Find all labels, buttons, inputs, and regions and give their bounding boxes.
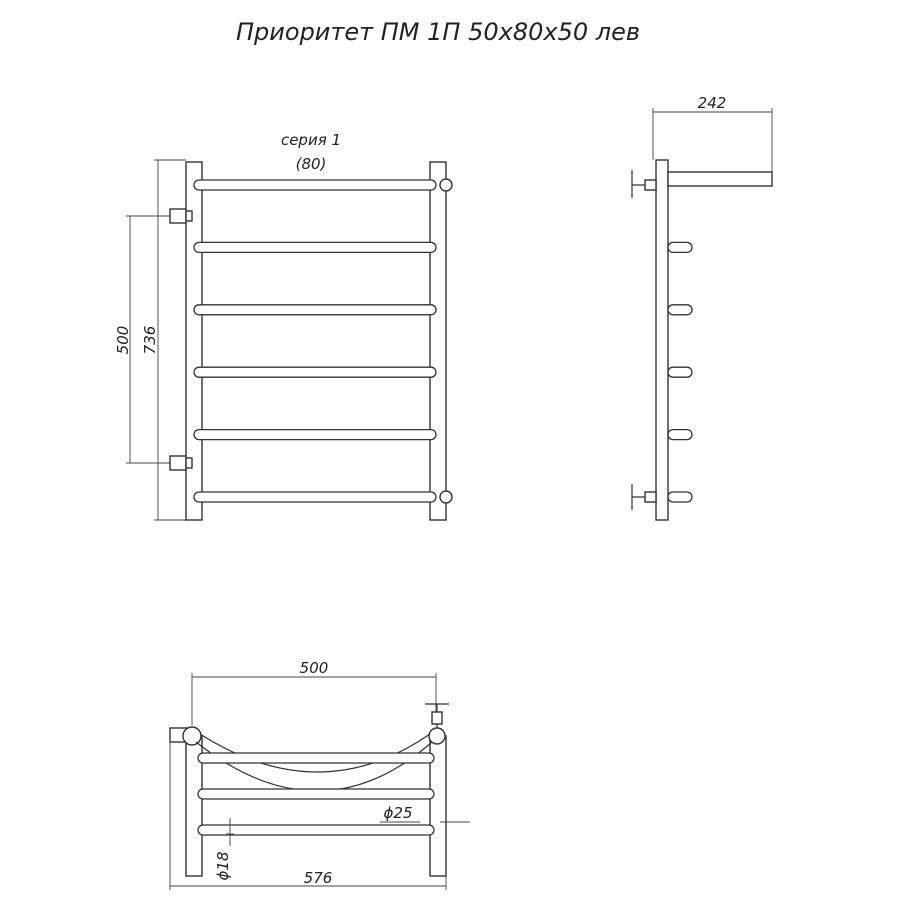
upper-inlet-fitting (170, 209, 192, 223)
top-plug (440, 179, 452, 191)
side-crossbar (668, 430, 692, 440)
side-crossbar (668, 305, 692, 315)
right-upright (430, 162, 446, 520)
side-collector (656, 160, 668, 520)
side-lower-fitting (632, 484, 656, 510)
front-crossbar (194, 492, 436, 502)
top-crossbar (198, 753, 434, 763)
front-crossbar (194, 305, 436, 315)
dimension-736-label: 736 (141, 325, 159, 355)
front-crossbars (194, 180, 436, 502)
top-view (170, 659, 470, 890)
phi25-label: ϕ25 (383, 804, 413, 822)
side-crossbars (668, 242, 692, 502)
top-crossbar (198, 825, 434, 835)
top-crossbar (198, 789, 434, 799)
top-shelf-arc-outer (196, 742, 432, 791)
top-right-valve (425, 704, 449, 744)
side-view (632, 94, 772, 520)
drawing-title: Приоритет ПМ 1П 50х80х50 лев (236, 18, 640, 46)
dimension-500-label: 500 (114, 325, 132, 355)
top-crossbars (198, 753, 434, 835)
dimension-top-500-label: 500 (299, 659, 329, 677)
dimension-242-label: 242 (697, 94, 727, 112)
side-top-arm (668, 172, 772, 186)
front-crossbar (194, 180, 436, 190)
front-crossbar (194, 242, 436, 252)
dimension-576-label: 576 (303, 869, 333, 887)
series-code-label: (80) (295, 155, 327, 173)
front-crossbar (194, 430, 436, 440)
bottom-plug (440, 491, 452, 503)
side-upper-fitting (632, 170, 656, 198)
side-crossbar (668, 367, 692, 377)
side-crossbar (668, 492, 692, 502)
lower-inlet-fitting (170, 456, 192, 470)
front-crossbar (194, 367, 436, 377)
front-view (114, 131, 452, 520)
side-crossbar (668, 242, 692, 252)
phi18-label: ϕ18 (214, 851, 232, 881)
series-label: серия 1 (280, 131, 342, 149)
